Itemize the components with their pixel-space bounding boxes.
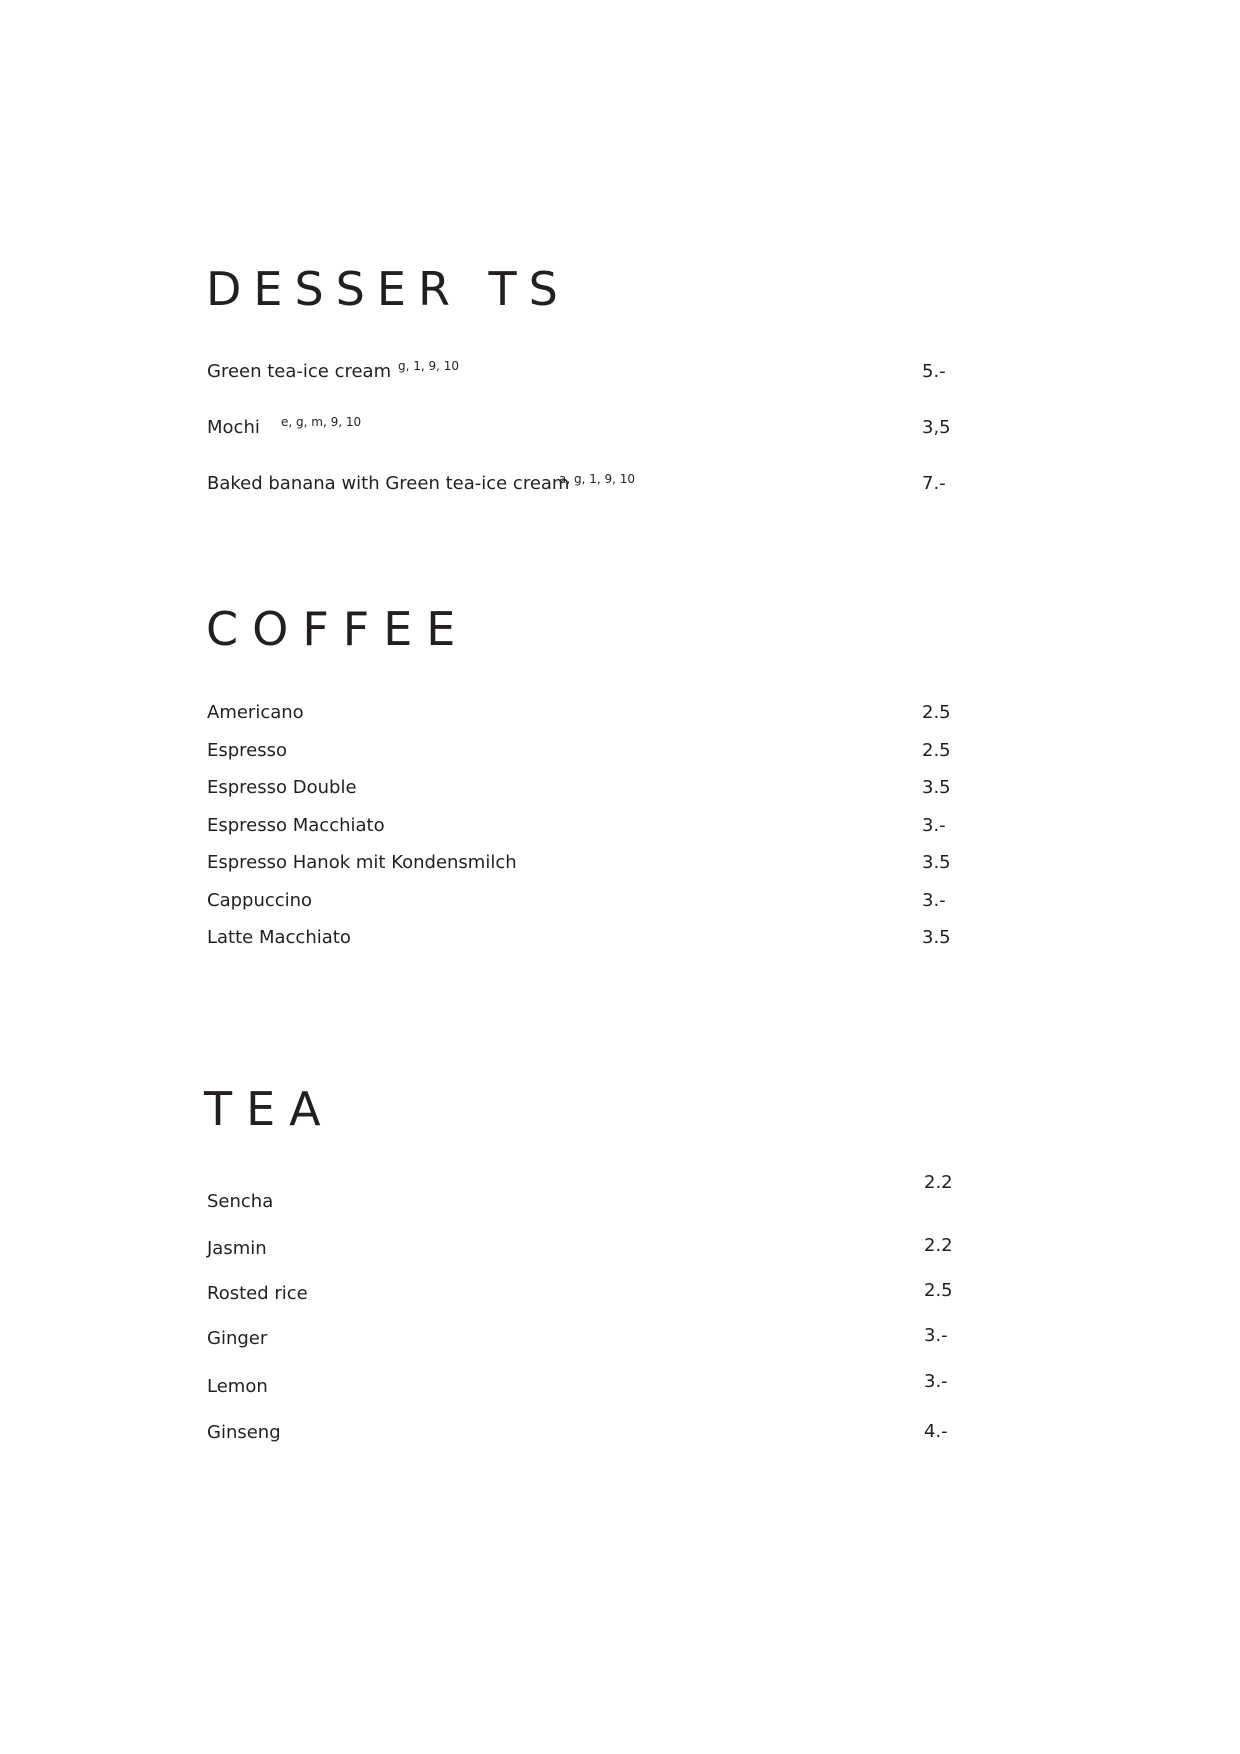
dessert-item-price: 5.- — [922, 361, 946, 382]
coffee-item-price: 3.5 — [922, 777, 951, 798]
coffee-heading: COFFEE — [206, 602, 470, 656]
coffee-item-name: Cappuccino — [207, 890, 313, 911]
dessert-item-price: 7.- — [922, 473, 946, 494]
tea-item-name: Jasmin — [207, 1238, 267, 1259]
tea-item-name: Lemon — [207, 1376, 268, 1397]
tea-item-price: 2.5 — [924, 1280, 953, 1301]
dessert-item-name: Green tea-ice cream — [207, 361, 392, 382]
coffee-item-name: Americano — [207, 702, 304, 723]
dessert-item-allergens: a, g, 1, 9, 10 — [559, 472, 636, 486]
tea-item-name: Sencha — [207, 1191, 274, 1212]
coffee-item-price: 3.- — [922, 815, 946, 836]
dessert-item-price: 3,5 — [922, 417, 951, 438]
coffee-item-name: Latte Macchiato — [207, 927, 351, 948]
tea-item-name: Ginseng — [207, 1422, 281, 1443]
coffee-item-price: 3.- — [922, 890, 946, 911]
dessert-item-name: Baked banana with Green tea-ice cream — [207, 473, 570, 494]
tea-item-name: Rosted rice — [207, 1283, 308, 1304]
coffee-item-price: 2.5 — [922, 740, 951, 761]
dessert-item-allergens: e, g, m, 9, 10 — [281, 415, 362, 429]
coffee-item-price: 2.5 — [922, 702, 951, 723]
tea-item-name: Ginger — [207, 1328, 268, 1349]
tea-item-price: 4.- — [924, 1421, 948, 1442]
tea-item-price: 3.- — [924, 1325, 948, 1346]
coffee-item-name: Espresso Macchiato — [207, 815, 385, 836]
dessert-item-name: Mochi — [207, 417, 260, 438]
coffee-item-name: Espresso Hanok mit Kondensmilch — [207, 852, 517, 873]
tea-item-price: 2.2 — [924, 1172, 953, 1193]
tea-heading: TEA — [204, 1082, 335, 1136]
dessert-item-allergens: g, 1, 9, 10 — [398, 359, 460, 373]
tea-item-price: 3.- — [924, 1371, 948, 1392]
coffee-item-price: 3.5 — [922, 852, 951, 873]
coffee-item-name: Espresso — [207, 740, 288, 761]
desserts-heading: DESSER TS — [206, 262, 570, 316]
tea-item-price: 2.2 — [924, 1235, 953, 1256]
coffee-item-price: 3.5 — [922, 927, 951, 948]
coffee-item-name: Espresso Double — [207, 777, 357, 798]
